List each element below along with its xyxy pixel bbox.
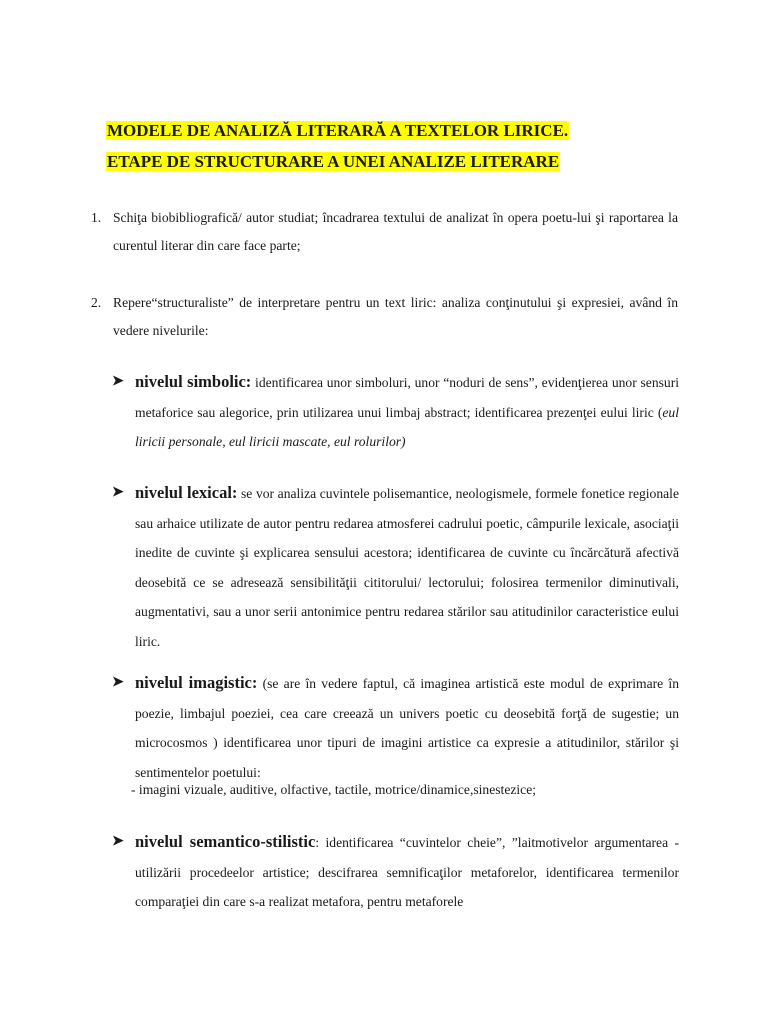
level-italic: eul liricii personale, eul liricii mascate, eul rolurilor) (135, 404, 679, 449)
numbered-item-2 (91, 289, 678, 345)
arrow-bullet-icon: ➤ (112, 485, 124, 500)
level-simbolic (112, 367, 680, 457)
imagistic-dash-line: - imagini vizuale, auditive, olfactive, tactile, motrice/dinamice,sinestezice; (131, 782, 537, 797)
level-semantico-stilistic (112, 827, 680, 917)
level-term: nivelul imagistic: (135, 673, 258, 692)
arrow-bullet-icon: ➤ (112, 374, 124, 389)
level-text: (se are în vedere faptul, că imaginea artistică este modul de exprimare în poezie, limbajul poeziei, cea care creează un univers poetic cu deosebită forţă de sugestie; un microcosmos ) identificarea unor tipuri de imagini artistice ca expresie a atitudinilor, stărilor şi sentimentelor poetului: (135, 676, 679, 780)
level-term: nivelul simbolic: (135, 372, 252, 391)
title-line-1: MODELE DE ANALIZĂ LITERARĂ A TEXTELOR LIRICE. (107, 121, 569, 140)
item-number: 2. (91, 295, 102, 310)
item-number: 1. (91, 210, 102, 225)
level-lexical (112, 478, 679, 656)
level-term: nivelul lexical: (135, 483, 238, 502)
numbered-item-1 (91, 204, 678, 260)
level-term: nivelul semantico-stilistic (135, 832, 316, 851)
level-text: se vor analiza cuvintele polisemantice, neologismele, formele fonetice regionale sau arhaice utilizate de autor pentru redarea atmosferei cadrului poetic, câmpurile lexicale, asociaţii inedite de cuvinte şi explicarea sensului acestora; identificarea de cuvinte cu încărcătură afectivă deosebită ce se adresează sensibilităţii cititorului/ lectorului; folosirea termenilor diminutivali, augmentativi, sau a unor serii antonimice pentru redarea stărilor sau atitudinilor caracteristice eului liric. (135, 486, 679, 649)
title-line-2: ETAPE DE STRUCTURARE A UNEI ANALIZE LITERARE (107, 152, 560, 171)
level-imagistic (112, 668, 679, 787)
level-text: : identificarea “cuvintelor cheie”, ”laitmotivelor argumentarea - utilizării procedeelor artistice; descifrarea semnificaţilor metaforelor, identificarea termenilor comparaţiei din care s-a realizat metafora, pentru metaforele (135, 835, 680, 909)
item-text: Repere“structuraliste” de interpretare pentru un text liric: analiza conţinutului şi expresiei, având în vedere nivelurile: (113, 295, 678, 338)
item-text: Schiţa biobibliografică/ autor studiat; încadrarea textului de analizat în opera poetu-lui şi raportarea la curentul literar din care face parte; (113, 210, 678, 253)
arrow-bullet-icon: ➤ (112, 834, 124, 849)
arrow-bullet-icon: ➤ (112, 675, 124, 690)
level-text: identificarea unor simboluri, unor “noduri de sens”, evidenţierea unor sensuri metaforice sau alegorice, prin utilizarea unui limbaj abstract; identificarea prezenţei eului liric ( (135, 375, 680, 420)
